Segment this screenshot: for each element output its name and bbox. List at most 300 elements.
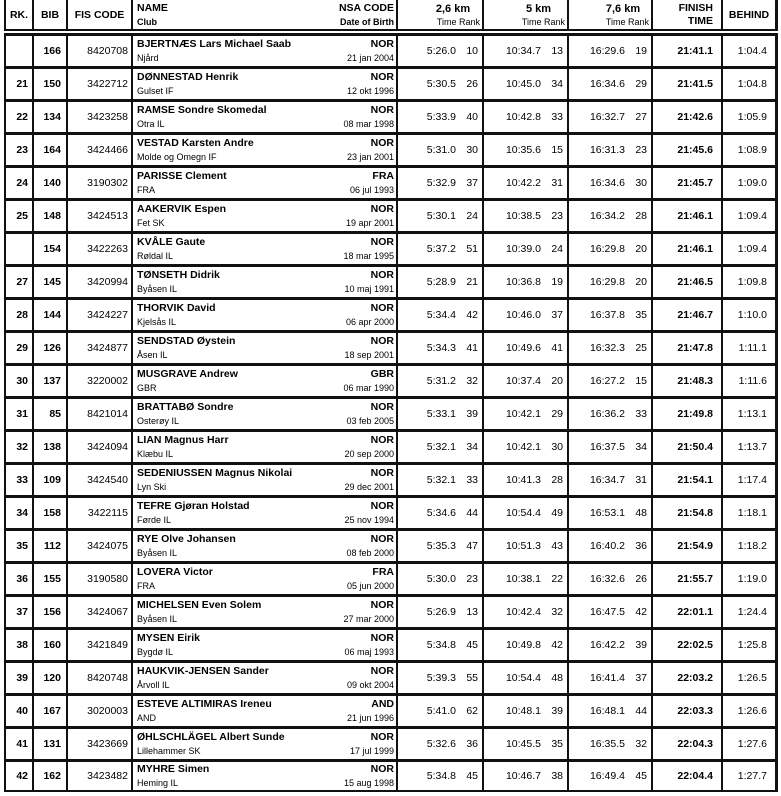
split-2-time: 10:38.5	[505, 210, 541, 222]
split-1-cell	[398, 429, 484, 462]
split-3-distance: 7,6 km	[605, 2, 641, 15]
split-3-cell	[569, 66, 653, 99]
split-2-time: 10:49.6	[505, 342, 541, 354]
split-2-time: 10:45.5	[505, 738, 541, 750]
bib-cell: 112	[34, 528, 68, 561]
table-row	[4, 231, 778, 264]
split-3-cell	[569, 396, 653, 429]
nsa-code: NOR	[370, 137, 394, 149]
rank-cell: 24	[4, 165, 34, 198]
split-2-time: 10:38.1	[505, 573, 541, 585]
split-1-rank: 41	[466, 342, 478, 354]
table-row	[4, 165, 778, 198]
split-3-rank: 28	[635, 210, 647, 222]
bib-cell: 134	[34, 99, 68, 132]
athlete-name: TØNSETH Didrik	[137, 269, 220, 281]
date-of-birth: 23 jan 2001	[346, 152, 394, 162]
nsa-code: NOR	[370, 632, 394, 644]
table-row	[4, 528, 778, 561]
table-row	[4, 627, 778, 660]
table-row	[4, 297, 778, 330]
split-1-rank: 26	[466, 78, 478, 90]
table-row	[4, 726, 778, 759]
split-3-time-rank: Time Rank	[605, 16, 649, 27]
fis-code-cell: 3190580	[68, 561, 133, 594]
fis-code-cell: 3421849	[68, 627, 133, 660]
split-2-rank: 20	[551, 375, 563, 387]
fis-code-cell: 3424540	[68, 462, 133, 495]
club-name: GBR	[137, 383, 157, 393]
split-1-time: 5:35.3	[426, 540, 456, 552]
split-3-time: 16:34.6	[589, 78, 625, 90]
finish-label-line2: TIME	[687, 14, 713, 27]
date-of-birth: 03 feb 2005	[346, 416, 394, 426]
club-name: FRA	[137, 581, 155, 591]
athlete-cell	[133, 264, 398, 297]
bib-cell: 138	[34, 429, 68, 462]
split-3-time: 16:31.3	[589, 144, 625, 156]
club-name: Lillehammer SK	[137, 746, 201, 756]
split-1-time: 5:31.2	[426, 375, 456, 387]
split-2-cell	[484, 165, 569, 198]
split-2-rank: 37	[551, 309, 563, 321]
bib-cell: 140	[34, 165, 68, 198]
bib-cell: 162	[34, 759, 68, 792]
split-3-time: 16:29.8	[589, 276, 625, 288]
date-of-birth: 20 sep 2000	[344, 449, 394, 459]
athlete-name: MICHELSEN Even Solem	[137, 599, 262, 611]
split-2-time: 10:35.6	[505, 144, 541, 156]
athlete-name: AAKERVIK Espen	[137, 203, 227, 215]
date-of-birth: 21 jan 2004	[346, 53, 394, 63]
split-2-rank: 35	[551, 738, 563, 750]
finish-time-cell: 21:46.5	[653, 264, 723, 297]
club-name: Byåsen IL	[137, 614, 178, 624]
date-of-birth: 05 jun 2000	[346, 581, 394, 591]
split-1-cell	[398, 660, 484, 693]
split-2-time: 10:36.8	[505, 276, 541, 288]
club-name: Bygdø IL	[137, 647, 174, 657]
bib-cell: 144	[34, 297, 68, 330]
split-2-time: 10:34.7	[505, 45, 541, 57]
nsa-code: GBR	[370, 368, 394, 380]
split-3-cell	[569, 429, 653, 462]
date-of-birth: 09 okt 2004	[346, 680, 394, 690]
nsa-code: NOR	[370, 302, 394, 314]
split-1-time: 5:34.3	[426, 342, 456, 354]
bib-cell: 166	[34, 33, 68, 66]
split-3-time: 16:35.5	[589, 738, 625, 750]
split-1-time: 5:39.3	[426, 672, 456, 684]
athlete-name: PARISSE Clement	[137, 170, 227, 182]
nsa-code: NOR	[370, 269, 394, 281]
finish-time-cell: 21:48.3	[653, 363, 723, 396]
split-3-rank: 36	[635, 540, 647, 552]
split-2-time: 10:42.4	[505, 606, 541, 618]
split-1-cell	[398, 66, 484, 99]
split-1-cell	[398, 561, 484, 594]
athlete-cell	[133, 693, 398, 726]
club-name: Heming IL	[137, 778, 179, 788]
rank-cell: 27	[4, 264, 34, 297]
bib-cell: 131	[34, 726, 68, 759]
split-2-cell	[484, 363, 569, 396]
split-2-cell	[484, 33, 569, 66]
fis-code-cell: 3220002	[68, 363, 133, 396]
bib-cell: 148	[34, 198, 68, 231]
split-1-time: 5:30.1	[426, 210, 456, 222]
rank-cell	[4, 231, 34, 264]
bib-cell: 167	[34, 693, 68, 726]
nsa-code: NOR	[370, 533, 394, 545]
table-row	[4, 396, 778, 429]
split-3-rank: 26	[635, 573, 647, 585]
nsa-code: NOR	[370, 467, 394, 479]
split-1-rank: 32	[466, 375, 478, 387]
split-3-rank: 32	[635, 738, 647, 750]
split-3-time: 16:32.3	[589, 342, 625, 354]
split-2-cell	[484, 297, 569, 330]
club-name: Åsen IL	[137, 350, 168, 360]
split-1-cell	[398, 528, 484, 561]
nsa-code: NOR	[370, 599, 394, 611]
athlete-cell	[133, 561, 398, 594]
header-dob-label: Date of Birth	[340, 16, 394, 27]
date-of-birth: 08 feb 2000	[346, 548, 394, 558]
results-table	[4, 33, 778, 792]
split-2-cell	[484, 660, 569, 693]
split-1-rank: 62	[466, 705, 478, 717]
split-1-rank: 44	[466, 507, 478, 519]
split-3-rank: 19	[635, 45, 647, 57]
split-3-cell	[569, 528, 653, 561]
split-2-cell	[484, 759, 569, 792]
athlete-name: MYHRE Simen	[137, 763, 210, 775]
club-name: FRA	[137, 185, 155, 195]
behind-cell: 1:24.4	[723, 594, 778, 627]
split-3-time: 16:29.6	[589, 45, 625, 57]
rank-cell: 23	[4, 132, 34, 165]
date-of-birth: 15 aug 1998	[343, 778, 394, 788]
split-1-rank: 47	[466, 540, 478, 552]
finish-time-cell: 22:03.2	[653, 660, 723, 693]
split-3-rank: 35	[635, 309, 647, 321]
nsa-code: NOR	[370, 434, 394, 446]
table-row	[4, 264, 778, 297]
club-name: Fet SK	[137, 218, 165, 228]
club-name: Molde og Omegn IF	[137, 152, 217, 162]
behind-cell: 1:13.7	[723, 429, 778, 462]
bib-cell: 150	[34, 66, 68, 99]
split-1-time: 5:30.0	[426, 573, 456, 585]
date-of-birth: 29 dec 2001	[344, 482, 394, 492]
bib-cell: 154	[34, 231, 68, 264]
split-1-cell	[398, 99, 484, 132]
header-fis-code: FIS CODE	[68, 0, 133, 31]
club-name: Røldal IL	[137, 251, 174, 261]
date-of-birth: 18 sep 2001	[344, 350, 394, 360]
split-1-rank: 40	[466, 111, 478, 123]
behind-cell: 1:09.4	[723, 198, 778, 231]
rank-cell: 33	[4, 462, 34, 495]
fis-code-cell: 3424075	[68, 528, 133, 561]
table-row	[4, 99, 778, 132]
fis-code-cell: 8420708	[68, 33, 133, 66]
split-3-rank: 29	[635, 78, 647, 90]
split-2-rank: 39	[551, 705, 563, 717]
athlete-name: SENDSTAD Øystein	[137, 335, 236, 347]
date-of-birth: 19 apr 2001	[345, 218, 394, 228]
split-1-distance: 2,6 km	[435, 2, 471, 15]
split-3-time: 16:32.7	[589, 111, 625, 123]
date-of-birth: 06 jul 1993	[349, 185, 394, 195]
athlete-name: LIAN Magnus Harr	[137, 434, 229, 446]
athlete-name: BRATTABØ Sondre	[137, 401, 234, 413]
split-1-rank: 30	[466, 144, 478, 156]
split-1-rank: 51	[466, 243, 478, 255]
nsa-code: NOR	[370, 71, 394, 83]
athlete-cell	[133, 363, 398, 396]
split-3-time: 16:37.5	[589, 441, 625, 453]
split-1-rank: 24	[466, 210, 478, 222]
split-3-rank: 42	[635, 606, 647, 618]
athlete-cell	[133, 462, 398, 495]
table-row	[4, 462, 778, 495]
split-1-time: 5:26.0	[426, 45, 456, 57]
rank-cell: 31	[4, 396, 34, 429]
split-1-cell	[398, 231, 484, 264]
split-1-time: 5:41.0	[426, 705, 456, 717]
split-2-rank: 33	[551, 111, 563, 123]
table-row	[4, 693, 778, 726]
athlete-cell	[133, 429, 398, 462]
fis-code-cell: 8420748	[68, 660, 133, 693]
athlete-cell	[133, 297, 398, 330]
rank-cell: 34	[4, 495, 34, 528]
split-3-cell	[569, 132, 653, 165]
split-2-rank: 22	[551, 573, 563, 585]
split-1-cell	[398, 132, 484, 165]
split-2-time: 10:46.0	[505, 309, 541, 321]
header-nsa-label: NSA CODE	[338, 1, 394, 14]
nsa-code: FRA	[372, 566, 394, 578]
nsa-code: NOR	[370, 335, 394, 347]
split-3-cell	[569, 759, 653, 792]
split-3-time: 16:29.8	[589, 243, 625, 255]
split-3-time: 16:34.2	[589, 210, 625, 222]
split-3-rank: 45	[635, 770, 647, 782]
split-1-time: 5:34.6	[426, 507, 456, 519]
split-1-time: 5:32.9	[426, 177, 456, 189]
split-2-cell	[484, 198, 569, 231]
split-2-rank: 43	[551, 540, 563, 552]
split-3-cell	[569, 231, 653, 264]
split-3-time: 16:53.1	[589, 507, 625, 519]
split-3-cell	[569, 726, 653, 759]
split-2-rank: 38	[551, 770, 563, 782]
bib-cell: 120	[34, 660, 68, 693]
date-of-birth: 17 jul 1999	[349, 746, 394, 756]
split-2-cell	[484, 99, 569, 132]
split-3-cell	[569, 495, 653, 528]
split-1-time: 5:34.8	[426, 770, 456, 782]
nsa-code: NOR	[370, 38, 394, 50]
athlete-cell	[133, 99, 398, 132]
split-1-time: 5:33.1	[426, 408, 456, 420]
fis-code-cell: 3423258	[68, 99, 133, 132]
rank-cell: 36	[4, 561, 34, 594]
split-1-cell	[398, 462, 484, 495]
table-row	[4, 594, 778, 627]
split-1-rank: 45	[466, 639, 478, 651]
split-2-rank: 30	[551, 441, 563, 453]
table-row	[4, 561, 778, 594]
header-rank: RK.	[4, 0, 34, 31]
split-1-time: 5:33.9	[426, 111, 456, 123]
split-3-time: 16:36.2	[589, 408, 625, 420]
split-3-rank: 25	[635, 342, 647, 354]
athlete-name: LOVERA Victor	[137, 566, 213, 578]
table-row	[4, 66, 778, 99]
behind-cell: 1:05.9	[723, 99, 778, 132]
split-2-rank: 32	[551, 606, 563, 618]
bib-cell: 164	[34, 132, 68, 165]
split-2-cell	[484, 132, 569, 165]
split-1-rank: 55	[466, 672, 478, 684]
split-2-time: 10:37.4	[505, 375, 541, 387]
bib-cell: 155	[34, 561, 68, 594]
table-row	[4, 495, 778, 528]
bib-cell: 156	[34, 594, 68, 627]
fis-code-cell: 3420994	[68, 264, 133, 297]
split-3-rank: 33	[635, 408, 647, 420]
split-2-time: 10:42.8	[505, 111, 541, 123]
behind-cell: 1:11.1	[723, 330, 778, 363]
bib-cell: 126	[34, 330, 68, 363]
athlete-name: VESTAD Karsten Andre	[137, 137, 254, 149]
athlete-cell	[133, 528, 398, 561]
split-3-rank: 30	[635, 177, 647, 189]
split-2-cell	[484, 330, 569, 363]
split-2-cell	[484, 726, 569, 759]
athlete-name: RAMSE Sondre Skomedal	[137, 104, 267, 116]
finish-time-cell: 21:54.9	[653, 528, 723, 561]
club-name: Gulset IF	[137, 86, 174, 96]
split-3-rank: 37	[635, 672, 647, 684]
split-2-cell	[484, 528, 569, 561]
finish-time-cell: 22:03.3	[653, 693, 723, 726]
split-2-rank: 28	[551, 474, 563, 486]
split-2-time: 10:41.3	[505, 474, 541, 486]
table-row	[4, 330, 778, 363]
nsa-code: NOR	[370, 104, 394, 116]
split-1-rank: 42	[466, 309, 478, 321]
bib-cell: 137	[34, 363, 68, 396]
athlete-cell	[133, 330, 398, 363]
split-3-rank: 15	[635, 375, 647, 387]
split-2-cell	[484, 429, 569, 462]
split-1-rank: 39	[466, 408, 478, 420]
split-1-time: 5:26.9	[426, 606, 456, 618]
split-2-cell	[484, 462, 569, 495]
split-2-cell	[484, 495, 569, 528]
fis-code-cell: 3422712	[68, 66, 133, 99]
split-2-rank: 34	[551, 78, 563, 90]
split-1-cell	[398, 495, 484, 528]
split-3-cell	[569, 561, 653, 594]
split-1-rank: 21	[466, 276, 478, 288]
fis-code-cell: 3424513	[68, 198, 133, 231]
bib-cell: 160	[34, 627, 68, 660]
header-bib: BIB	[34, 0, 68, 31]
behind-cell: 1:09.0	[723, 165, 778, 198]
finish-time-cell: 21:54.1	[653, 462, 723, 495]
split-1-cell	[398, 330, 484, 363]
header-row	[4, 0, 778, 31]
behind-cell: 1:27.6	[723, 726, 778, 759]
fis-code-cell: 3020003	[68, 693, 133, 726]
athlete-name: BJERTNÆS Lars Michael Saab	[137, 38, 292, 50]
split-1-rank: 10	[466, 45, 478, 57]
rank-cell: 22	[4, 99, 34, 132]
split-3-cell	[569, 363, 653, 396]
behind-cell: 1:26.6	[723, 693, 778, 726]
finish-time-cell: 21:45.6	[653, 132, 723, 165]
finish-time-cell: 21:41.1	[653, 33, 723, 66]
behind-cell: 1:27.7	[723, 759, 778, 792]
athlete-cell	[133, 726, 398, 759]
split-2-cell	[484, 231, 569, 264]
athlete-cell	[133, 33, 398, 66]
fis-code-cell: 3424067	[68, 594, 133, 627]
behind-cell: 1:17.4	[723, 462, 778, 495]
club-name: Byåsen IL	[137, 284, 178, 294]
date-of-birth: 27 mar 2000	[343, 614, 394, 624]
split-2-time: 10:48.1	[505, 705, 541, 717]
club-name: AND	[137, 713, 157, 723]
split-3-cell	[569, 693, 653, 726]
split-3-cell	[569, 264, 653, 297]
finish-time-cell: 21:42.6	[653, 99, 723, 132]
fis-code-cell: 3422115	[68, 495, 133, 528]
club-name: Byåsen IL	[137, 548, 178, 558]
split-2-cell	[484, 561, 569, 594]
finish-time-cell: 22:04.3	[653, 726, 723, 759]
split-2-cell	[484, 693, 569, 726]
results-body	[4, 33, 778, 792]
athlete-cell	[133, 495, 398, 528]
split-3-time: 16:40.2	[589, 540, 625, 552]
split-3-cell	[569, 297, 653, 330]
split-3-time: 16:48.1	[589, 705, 625, 717]
split-3-cell	[569, 99, 653, 132]
athlete-cell	[133, 165, 398, 198]
athlete-name: KVÅLE Gaute	[137, 236, 206, 248]
split-3-cell	[569, 462, 653, 495]
rank-cell: 30	[4, 363, 34, 396]
nsa-code: NOR	[370, 401, 394, 413]
split-3-time: 16:37.8	[589, 309, 625, 321]
athlete-name: RYE Olve Johansen	[137, 533, 236, 545]
split-1-cell	[398, 363, 484, 396]
finish-time-cell: 21:47.8	[653, 330, 723, 363]
finish-label-line1: FINISH	[678, 1, 713, 14]
split-1-time-rank: Time Rank	[436, 16, 480, 27]
nsa-code: NOR	[370, 236, 394, 248]
nsa-code: NOR	[370, 500, 394, 512]
split-2-cell	[484, 396, 569, 429]
table-row	[4, 132, 778, 165]
